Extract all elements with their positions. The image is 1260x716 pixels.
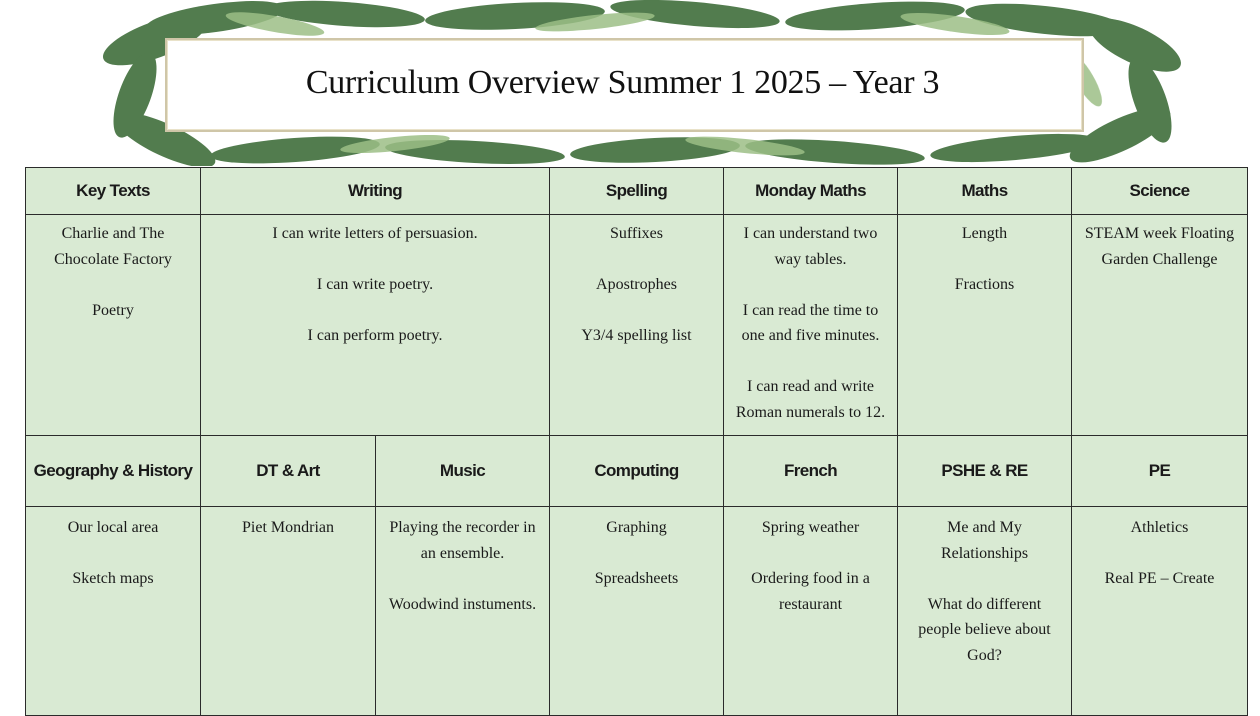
cell-line: I can read and write [746,378,875,395]
cell-geography-history [26,507,201,716]
cell-line: one and five minutes. [741,327,880,344]
header-computing: Computing [550,436,724,507]
header-maths: Maths [898,168,1072,215]
cell-line: Ordering food in a [751,570,870,587]
cell-key-texts [26,215,201,436]
cell-line: Suffixes [609,225,664,242]
cell-science [1072,215,1248,436]
cell-computing [550,507,724,716]
header-geography-history: Geography & History [26,436,201,507]
cell-line: restaurant [778,595,843,613]
cell-monday-maths [724,215,898,436]
cell-line: Sketch maps [72,570,154,587]
cell-line: Real PE – Create [1104,570,1215,587]
cell-line: people believe about [918,621,1051,638]
cell-line: Y3/4 spelling list [581,327,692,344]
cell-line: Piet Mondrian [242,519,334,536]
header-pe: PE [1072,436,1248,507]
header-monday-maths: Monday Maths [724,168,898,215]
cell-line: Relationships [940,544,1029,562]
cell-line: Length [961,225,1008,242]
cell-line: I can understand two [743,225,878,242]
header-spelling: Spelling [550,168,724,215]
cell-line: God? [967,646,1002,664]
table-row [26,168,1248,215]
cell-line: Apostrophes [596,276,677,293]
curriculum-table [25,167,1248,716]
cell-line: What do different [927,595,1042,613]
cell-line: Graphing [606,519,667,536]
header-music: Music [376,436,550,507]
cell-line: Poetry [92,301,134,319]
cell-line: Woodwind instuments. [388,595,537,613]
cell-maths [898,215,1072,436]
table-row [26,215,1248,436]
cell-line: Charlie and The [61,225,165,242]
cell-line: I can write letters of persuasion. [272,225,478,242]
cell-line: STEAM week Floating [1084,225,1235,242]
cell-line: I can perform poetry. [307,327,443,344]
cell-line: Our local area [67,519,159,536]
header-dt-art: DT & Art [201,436,376,507]
header-key-texts: Key Texts [26,168,201,215]
cell-line: Garden Challenge [1101,250,1218,268]
cell-line: Fractions [954,276,1015,293]
cell-line: an ensemble. [420,544,505,562]
cell-line: I can read the time to [742,301,879,319]
cell-dt-art [201,507,376,716]
cell-pe [1072,507,1248,716]
cell-line: Spring weather [761,519,860,536]
header-banner [95,0,1185,166]
cell-music [376,507,550,716]
cell-line: Chocolate Factory [54,250,172,268]
table-row [26,507,1248,716]
cell-line: Me and My [947,519,1022,536]
header-writing: Writing [201,168,550,215]
cell-line: I can write poetry. [316,276,434,293]
table-row [26,436,1248,507]
page-title: Curriculum Overview Summer 1 2025 – Year 3 [305,64,940,101]
cell-writing [201,215,550,436]
header-pshe-re: PSHE & RE [898,436,1072,507]
cell-spelling [550,215,724,436]
header-french: French [724,436,898,507]
cell-pshe-re [898,507,1072,716]
cell-line: Spreadsheets [594,570,679,587]
cell-line: Roman numerals to 12. [735,403,886,421]
cell-line: Athletics [1130,519,1189,536]
cell-line: way tables. [774,250,847,268]
cell-line: Playing the recorder in [389,519,536,536]
header-science: Science [1072,168,1248,215]
cell-french [724,507,898,716]
